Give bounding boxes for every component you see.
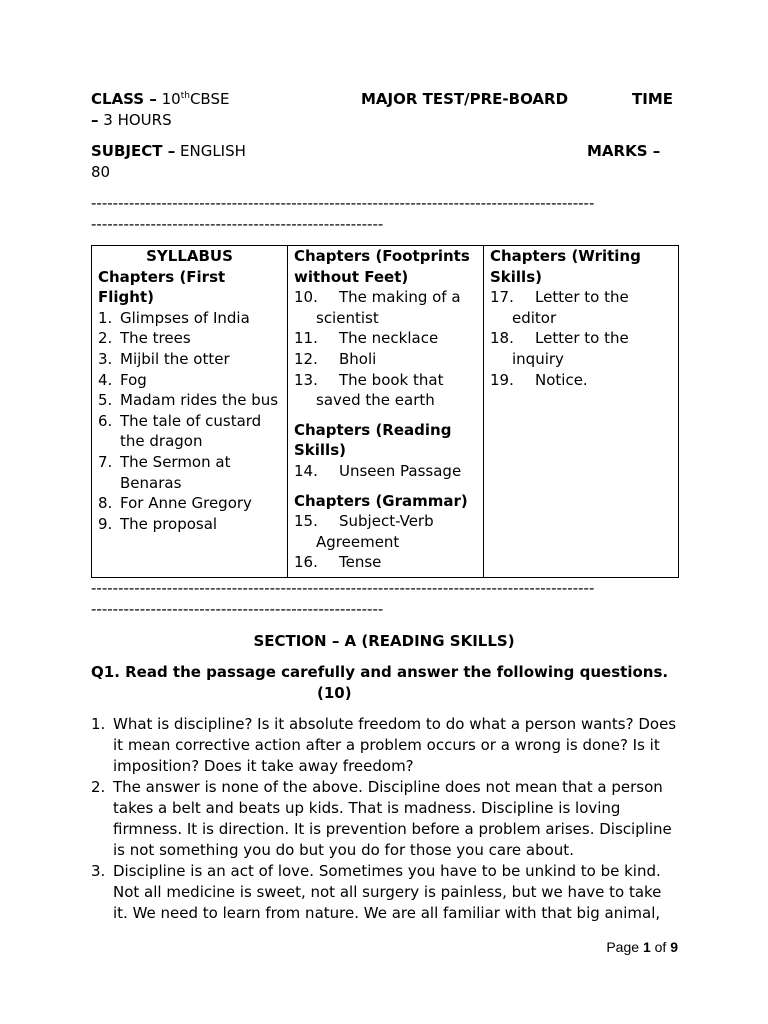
list-item: 2. The trees (98, 329, 191, 348)
list-item: 10. The making of a scientist (294, 288, 461, 327)
reading-skills-list (294, 461, 477, 482)
list-item: 12. Bholi (294, 349, 377, 368)
grammar-list (294, 511, 477, 573)
writing-skills-list (490, 287, 672, 390)
list-item: 3. Mijbil the otter (98, 349, 230, 368)
writing-skills-heading: Chapters (Writing Skills) (490, 247, 641, 286)
grammar-heading: Chapters (Grammar) (294, 491, 468, 510)
syllabus-col-first-flight (92, 246, 288, 578)
list-item: 18. Letter to the inquiry (490, 329, 629, 368)
section-title: SECTION – A (READING SKILLS) (253, 632, 515, 650)
time-value: – 3 HOURS (91, 111, 172, 129)
list-item: 4. Fog (98, 370, 147, 389)
class-value: 10thCBSE (161, 90, 230, 108)
syllabus-col-footprints (288, 246, 484, 578)
passage-list (91, 714, 677, 924)
list-item: 1. Glimpses of India (98, 308, 250, 327)
list-item: 6. The tale of custard the dragon (98, 411, 262, 451)
marks-value: 80 (91, 163, 111, 181)
first-flight-list (98, 308, 281, 535)
class-label: CLASS – (91, 90, 157, 108)
list-item: 19. Notice. (490, 370, 588, 389)
passage-paragraph: 1. What is discipline? Is it absolute freedom to do what a person wants? Does it mean corrective action after a problem occurs or a wrong is done? Is it imposition? Does it take away freedom? (91, 715, 677, 775)
footprints-heading: Chapters (Footprints without Feet) (294, 247, 470, 286)
passage-paragraph: 2. The answer is none of the above. Discipline does not mean that a person takes a belt and beats up kids. That is madness. Discipline is loving firmness. It is direction. It is prevention before a problem arises. Discipline is not something you do but you do for those you care about. (91, 778, 672, 859)
list-item: 17. Letter to the editor (490, 288, 629, 327)
document-page (91, 89, 677, 924)
list-item: 16. Tense (294, 553, 382, 572)
header-line-2 (91, 141, 677, 162)
list-item: 8. For Anne Gregory (98, 494, 252, 513)
list-item: 7. The Sermon at Benaras (98, 452, 231, 492)
list-item: 5. Madam rides the bus (98, 391, 279, 410)
question-heading (91, 662, 677, 704)
question-marks: (10) (317, 684, 352, 702)
time-label: TIME (632, 90, 673, 108)
reading-skills-heading: Chapters (Reading Skills) (294, 420, 452, 460)
footprints-list (294, 287, 477, 411)
list-item: 13. The book that saved the earth (294, 370, 444, 410)
page-footer: Page 1 of 9 (606, 939, 678, 955)
separator-top: --------------------------------------------------------------------------------------------- ------------------------------------------------------ (91, 194, 595, 233)
subject-label: SUBJECT – (91, 142, 176, 160)
list-item: 15. Subject-Verb Agreement (294, 512, 434, 551)
question-text: Q1. Read the passage carefully and answer the following questions. (91, 663, 669, 681)
list-item: 9. The proposal (98, 514, 218, 533)
passage-paragraph: 3. Discipline is an act of love. Sometimes you have to be unkind to be kind. Not all medicine is sweet, not all surgery is painless, but we have to take it. We need to learn from nature. We are all familiar with that big animal, (91, 862, 662, 922)
list-item: 11. The necklace (294, 329, 439, 348)
syllabus-heading: SYLLABUS (146, 247, 233, 265)
separator-bottom: --------------------------------------------------------------------------------------------- ------------------------------------------------------ (91, 579, 595, 618)
first-flight-heading: Chapters (First Flight) (98, 267, 226, 307)
subject-value: ENGLISH (180, 142, 246, 160)
list-item: 14. Unseen Passage (294, 461, 462, 480)
test-title: MAJOR TEST/PRE-BOARD (361, 90, 569, 108)
marks-label: MARKS – (587, 142, 661, 160)
syllabus-col-writing (484, 246, 679, 578)
header-line-1 (91, 89, 677, 110)
syllabus-table (91, 245, 679, 578)
